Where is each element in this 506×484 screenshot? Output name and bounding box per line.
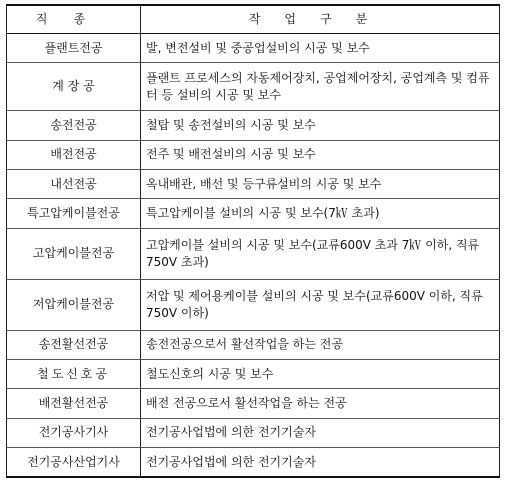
table-row <box>7 418 500 447</box>
table-row <box>7 169 500 198</box>
desc-cell: 전주 및 배전설비의 시공 및 보수 <box>141 140 500 169</box>
desc-cell: 전기공사업법에 의한 전기기술자 <box>141 448 500 477</box>
job-cell: 전기공사산업기사 <box>7 448 141 477</box>
job-cell: 배전전공 <box>7 140 141 169</box>
table-body <box>7 34 500 478</box>
header-row <box>7 5 500 34</box>
desc-cell: 철탑 및 송전설비의 시공 및 보수 <box>141 111 500 140</box>
table-row <box>7 111 500 140</box>
table-row <box>7 63 500 111</box>
table-row <box>7 34 500 63</box>
desc-cell: 송전전공으로서 활선작업을 하는 전공 <box>141 330 500 359</box>
table-row <box>7 199 500 228</box>
desc-cell: 플랜트 프로세스의 자동제어장치, 공업제어장치, 공업계측 및 컴퓨터 등 설비의 시공 및 보수 <box>141 63 500 111</box>
job-cell: 내선전공 <box>7 169 141 198</box>
desc-cell: 고압케이블 설비의 시공 및 보수(교류600V 초과 7㎸ 이하, 직류 750V 초과) <box>141 228 500 279</box>
job-cell: 철도신호공 <box>7 360 141 389</box>
job-cell: 플랜트전공 <box>7 34 141 63</box>
desc-cell: 저압 및 제어용케이블 설비의 시공 및 보수(교류600V 이하, 직류 750V 이하) <box>141 279 500 330</box>
job-cell: 송전활선전공 <box>7 330 141 359</box>
table-row <box>7 330 500 359</box>
table-row <box>7 279 500 330</box>
table-row <box>7 389 500 418</box>
desc-cell: 철도신호의 시공 및 보수 <box>141 360 500 389</box>
table-header <box>7 5 500 34</box>
table-row <box>7 360 500 389</box>
desc-cell: 옥내배관, 배선 및 등구류설비의 시공 및 보수 <box>141 169 500 198</box>
desc-cell: 배전 전공으로서 활선작업을 하는 전공 <box>141 389 500 418</box>
job-cell: 계 장 공 <box>7 63 141 111</box>
table-row <box>7 140 500 169</box>
job-cell: 저압케이블전공 <box>7 279 141 330</box>
desc-cell: 발, 변전설비 및 중공업설비의 시공 및 보수 <box>141 34 500 63</box>
job-cell: 전기공사기사 <box>7 418 141 447</box>
job-cell: 특고압케이블전공 <box>7 199 141 228</box>
table-row <box>7 448 500 477</box>
job-cell: 송전전공 <box>7 111 141 140</box>
job-classification-table <box>6 4 500 478</box>
desc-cell: 특고압케이블 설비의 시공 및 보수(7㎸ 초과) <box>141 199 500 228</box>
table-row <box>7 228 500 279</box>
header-description: 작업구분 <box>141 5 500 34</box>
job-cell: 고압케이블전공 <box>7 228 141 279</box>
header-job: 직종 <box>7 5 141 34</box>
job-cell: 배전활선전공 <box>7 389 141 418</box>
desc-cell: 전기공사업법에 의한 전기기술자 <box>141 418 500 447</box>
